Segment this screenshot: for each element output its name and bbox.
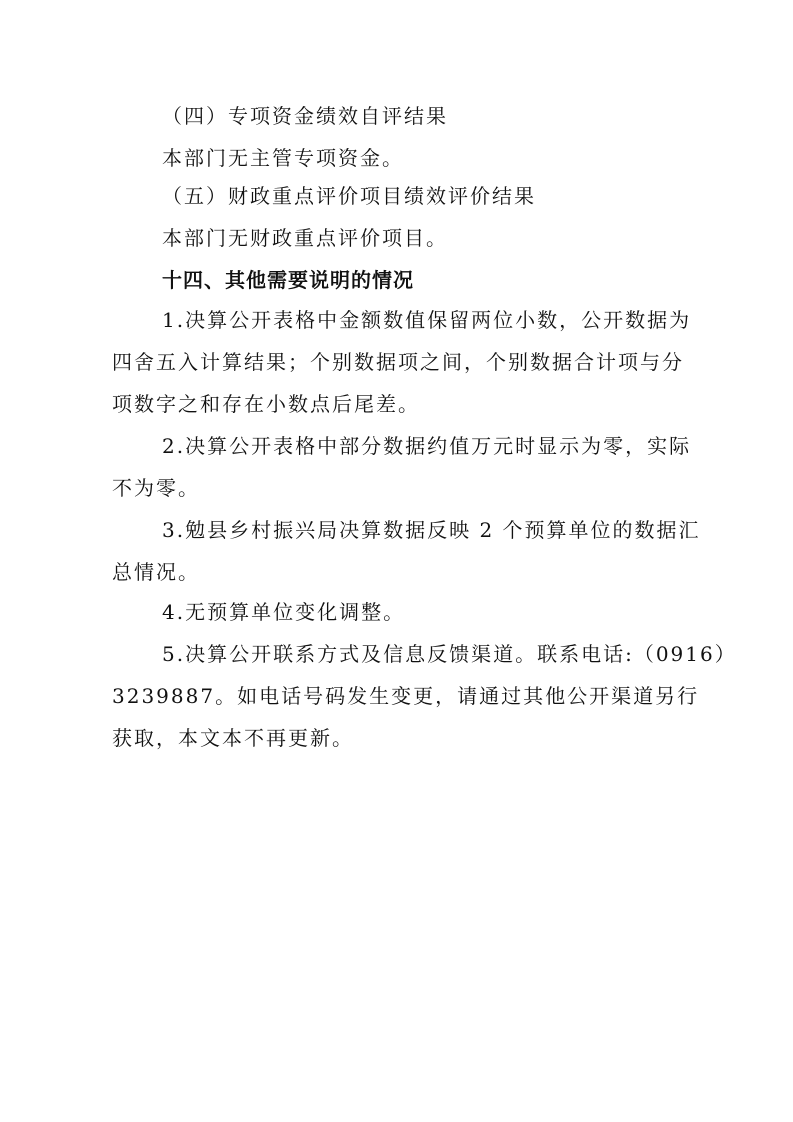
paragraph-line: 1.决算公开表格中金额数值保留两位小数，公开数据为 (162, 308, 692, 332)
paragraph-line: 项数字之和存在小数点后尾差。 (112, 392, 420, 416)
paragraph-line: 4.无预算单位变化调整。 (162, 600, 406, 624)
paragraph-line: 本部门无财政重点评价项目。 (162, 226, 448, 250)
paragraph-line: 3239887。如电话号码发生变更，请通过其他公开渠道另行 (112, 684, 700, 708)
paragraph-line: 2.决算公开表格中部分数据约值万元时显示为零，实际 (162, 434, 692, 458)
paragraph-line: 四舍五入计算结果；个别数据项之间，个别数据合计项与分 (112, 350, 684, 374)
paragraph-line: 总情况。 (112, 560, 200, 584)
paragraph-line: 3.勉县乡村振兴局决算数据反映 2 个预算单位的数据汇 (162, 518, 701, 542)
subsection-heading-4: （四）专项资金绩效自评结果 (162, 104, 448, 128)
subsection-heading-5: （五）财政重点评价项目绩效评价结果 (162, 184, 536, 208)
section-heading-14: 十四、其他需要说明的情况 (162, 268, 414, 292)
paragraph-line: 本部门无主管专项资金。 (162, 146, 404, 170)
paragraph-line: 5.决算公开联系方式及信息反馈渠道。联系电话:（0916） (162, 642, 737, 666)
paragraph-line: 不为零。 (112, 476, 200, 500)
paragraph-line: 获取，本文本不再更新。 (112, 726, 354, 750)
